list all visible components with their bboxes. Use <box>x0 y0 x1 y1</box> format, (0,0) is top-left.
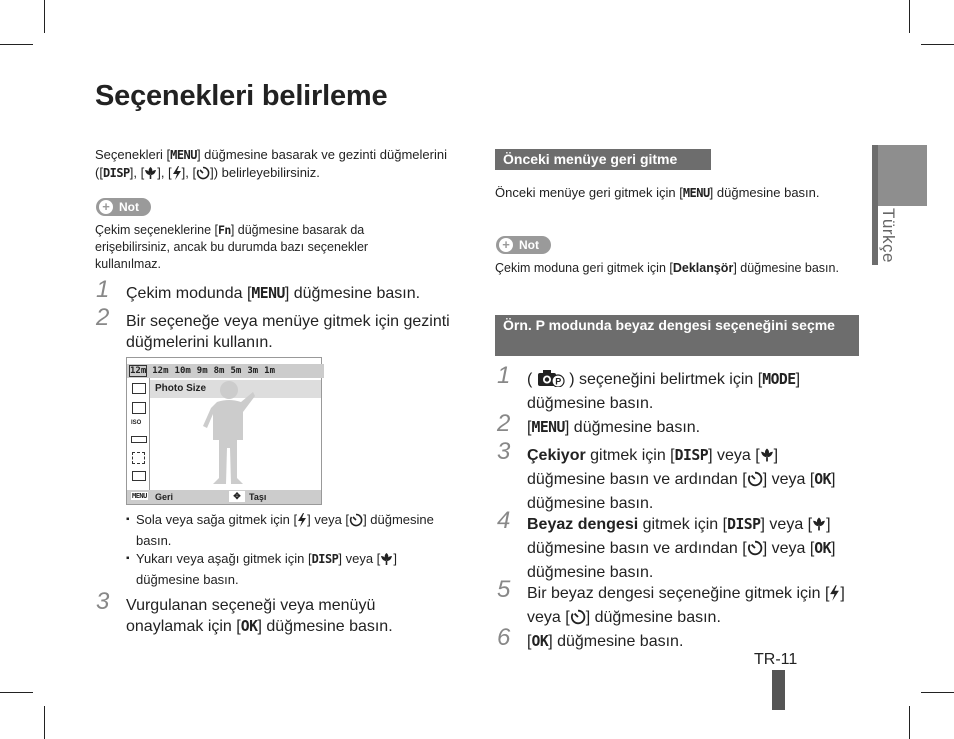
list-item: ▪ Sola veya sağa gitmek için [ ] veya [ ] düğmesine basın. <box>126 511 446 550</box>
quality-icon <box>132 402 146 414</box>
flash-icon <box>297 513 307 532</box>
step-number: 2 <box>497 410 511 437</box>
metering-icon <box>132 471 146 481</box>
menu-key: MENU <box>170 148 197 162</box>
disp-key: DISP <box>727 516 761 533</box>
svg-text:P: P <box>554 376 561 387</box>
timer-icon <box>570 609 586 631</box>
menu-key: MENU <box>251 285 285 302</box>
section-text: Önceki menüye geri gitmek için [MENU] düğmesine basın. <box>495 185 820 200</box>
timer-icon <box>196 166 210 185</box>
language-tab <box>872 145 927 206</box>
step-number: 2 <box>96 304 110 331</box>
move-arrows-icon: ✥ <box>229 491 245 502</box>
ok-key: OK <box>531 633 549 650</box>
flash-icon <box>172 166 182 185</box>
camera-menu-screen <box>126 357 322 505</box>
crop-mark <box>909 0 910 33</box>
section-header: Örn. P modunda beyaz dengesi seçeneğini seçme <box>495 315 859 356</box>
disp-key: DISP <box>102 166 130 180</box>
ok-key: OK <box>814 540 832 557</box>
crop-mark <box>921 692 954 693</box>
step-number: 3 <box>96 588 110 615</box>
image-size-icon <box>132 383 146 394</box>
macro-flower-icon <box>144 166 157 185</box>
plus-icon: + <box>99 200 113 214</box>
person-silhouette <box>197 378 257 490</box>
bullet-list <box>126 511 446 589</box>
step-number: 4 <box>497 507 511 534</box>
camera-p-mode-icon <box>537 369 565 393</box>
menu-item-label: Photo Size <box>155 383 207 394</box>
wb-icon <box>131 436 147 443</box>
disp-key: DISP <box>674 447 709 464</box>
crop-mark <box>44 706 45 739</box>
note-text: Çekim seçeneklerine [Fn] düğmesine basarak da erişebilirsiniz, ancak bu durumda bazı seçenekler kullanılmaz. <box>95 223 369 271</box>
macro-flower-icon <box>380 552 393 571</box>
screen-footer: MENU Geri ✥ Taşı <box>127 490 321 504</box>
ok-key: OK <box>814 471 832 488</box>
menu-key: MENU <box>132 492 147 500</box>
crop-mark <box>0 44 33 45</box>
language-label: Türkçe <box>879 208 898 263</box>
ok-key: OK <box>240 618 258 635</box>
menu-key: MENU <box>682 186 710 200</box>
macro-flower-icon <box>760 447 774 469</box>
step-number: 6 <box>497 624 511 651</box>
menu-key: MENU <box>531 419 565 436</box>
face-icon <box>132 452 145 464</box>
macro-flower-icon <box>812 516 826 538</box>
iso-icon: ISO <box>131 420 142 426</box>
step-number: 1 <box>96 276 110 303</box>
timer-icon <box>747 540 763 562</box>
section-header: Önceki menüye geri gitme <box>495 149 711 170</box>
timer-icon <box>349 513 363 532</box>
note-badge: + Not <box>96 198 151 216</box>
note-badge: + Not <box>496 236 551 254</box>
page-marker-bar <box>772 670 785 710</box>
disp-key: DISP <box>311 552 339 566</box>
step-number: 1 <box>497 362 511 389</box>
size-options-row: 12m 12m 10m 9m 8m 5m 3m 1m <box>127 364 324 378</box>
mode-key: MODE <box>762 371 796 388</box>
crop-mark <box>909 706 910 739</box>
page-number: TR-11 <box>754 651 798 668</box>
step-number: 3 <box>497 438 511 465</box>
intro-paragraph: Seçenekleri [MENU] düğmesine basarak ve gezinti düğmelerini ([DISP], [ ], [ ], [ ]) belirleyebilirsiniz. <box>95 146 450 185</box>
crop-mark <box>44 0 45 33</box>
menu-icons-column <box>127 378 150 490</box>
crop-mark <box>921 44 954 45</box>
fn-key: Fn <box>217 223 231 237</box>
step-number: 5 <box>497 576 511 603</box>
page-title: Seçenekleri belirleme <box>95 80 388 112</box>
timer-icon <box>747 471 763 493</box>
flash-icon <box>829 585 840 607</box>
crop-mark <box>0 692 33 693</box>
list-item: ▪ Yukarı veya aşağı gitmek için [DISP] veya [ ] düğmesine basın. <box>126 550 446 589</box>
plus-icon: + <box>499 238 513 252</box>
note-text: Çekim moduna geri gitmek için [Deklanşör] düğmesine basın. <box>495 261 839 275</box>
